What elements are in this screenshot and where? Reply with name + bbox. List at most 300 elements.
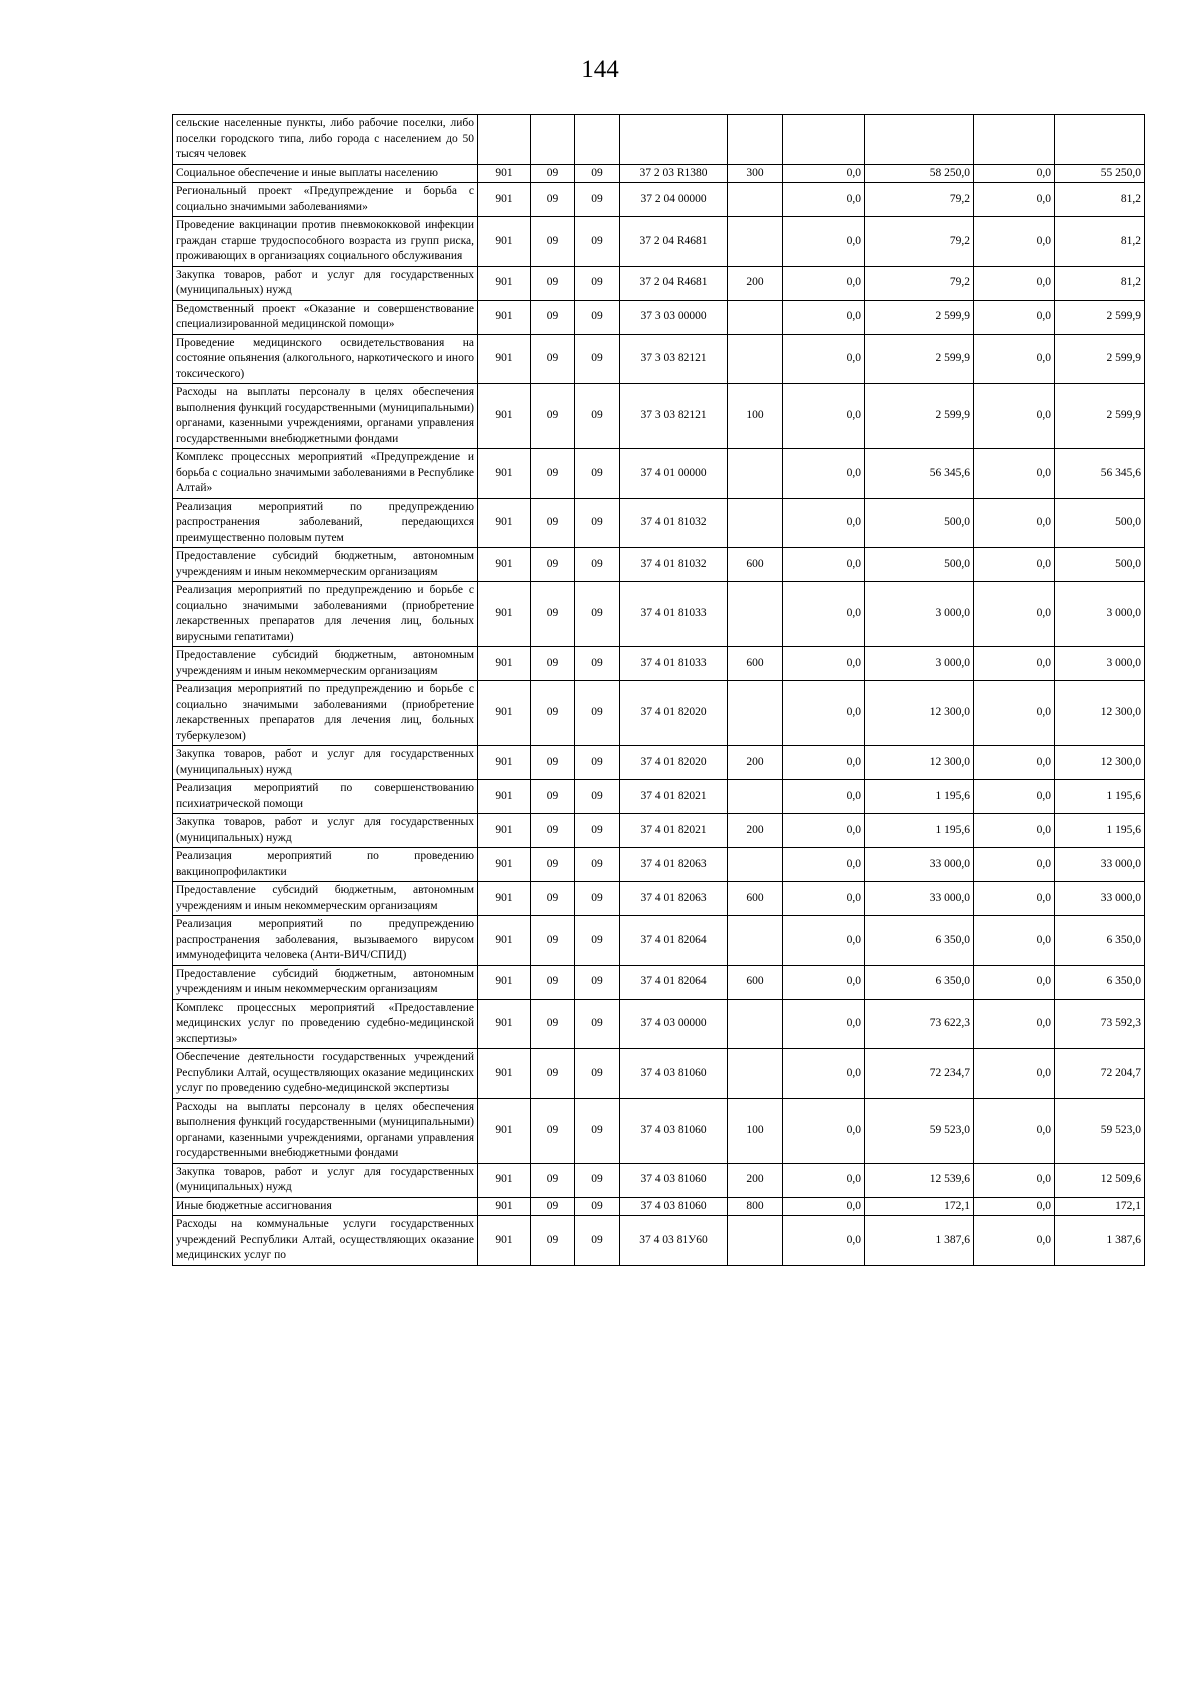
table-row: [173, 681, 1145, 746]
cell-value-3: 0,0: [974, 217, 1055, 267]
cell-target-article: 37 3 03 82121: [620, 384, 728, 449]
cell-expense-type: [728, 999, 783, 1049]
table-row: [173, 582, 1145, 647]
cell-expense-type: [728, 334, 783, 384]
cell-admin-code: 901: [478, 217, 531, 267]
cell-value-2: 79,2: [865, 183, 974, 217]
cell-value-2: 500,0: [865, 498, 974, 548]
cell-section: 09: [531, 882, 575, 916]
cell-admin-code: 901: [478, 498, 531, 548]
cell-section: 09: [531, 999, 575, 1049]
table-row: [173, 300, 1145, 334]
cell-value-1: 0,0: [783, 164, 865, 183]
cell-target-article: 37 4 01 81033: [620, 647, 728, 681]
cell-name: Предоставление субсидий бюджетным, автономным учреждениям и иным некоммерческим организациям: [173, 647, 478, 681]
cell-name: Реализация мероприятий по проведению вакцинопрофилактики: [173, 848, 478, 882]
table-row: [173, 1049, 1145, 1099]
cell-value-3: 0,0: [974, 384, 1055, 449]
cell-value-3: 0,0: [974, 916, 1055, 966]
cell-value-3: 0,0: [974, 848, 1055, 882]
cell-value-4: 33 000,0: [1055, 882, 1145, 916]
cell-value-4: 3 000,0: [1055, 582, 1145, 647]
table-row: [173, 164, 1145, 183]
cell-section: 09: [531, 449, 575, 499]
cell-subsection: 09: [575, 498, 620, 548]
cell-section: 09: [531, 582, 575, 647]
cell-admin-code: 901: [478, 449, 531, 499]
cell-value-4: 6 350,0: [1055, 965, 1145, 999]
cell-subsection: 09: [575, 681, 620, 746]
table-body: [173, 115, 1145, 1266]
cell-value-3: 0,0: [974, 300, 1055, 334]
cell-name: Обеспечение деятельности государственных учреждений Республики Алтай, осуществляющих оказание медицинских услуг по проведению судебно-медицинской экспертизы: [173, 1049, 478, 1099]
cell-value-1: 0,0: [783, 582, 865, 647]
cell-value-1: 0,0: [783, 999, 865, 1049]
cell-name: Предоставление субсидий бюджетным, автономным учреждениям и иным некоммерческим организациям: [173, 548, 478, 582]
cell-name: Реализация мероприятий по предупреждению распространения заболевания, вызываемого вирусом иммунодефицита человека (Анти-ВИЧ/СПИД): [173, 916, 478, 966]
cell-value-1: 0,0: [783, 681, 865, 746]
cell-admin-code: 901: [478, 548, 531, 582]
cell-value-1: 0,0: [783, 334, 865, 384]
table-row: [173, 115, 1145, 165]
cell-target-article: 37 4 01 00000: [620, 449, 728, 499]
cell-expense-type: 600: [728, 965, 783, 999]
cell-value-3: 0,0: [974, 164, 1055, 183]
cell-target-article: 37 4 01 82020: [620, 681, 728, 746]
cell-value-1: 0,0: [783, 449, 865, 499]
table-row: [173, 916, 1145, 966]
cell-section: 09: [531, 384, 575, 449]
cell-value-2: 6 350,0: [865, 965, 974, 999]
cell-section: 09: [531, 548, 575, 582]
cell-section: 09: [531, 334, 575, 384]
cell-expense-type: 200: [728, 814, 783, 848]
cell-expense-type: 800: [728, 1197, 783, 1216]
cell-admin-code: 901: [478, 266, 531, 300]
table-row: [173, 334, 1145, 384]
cell-value-4: 12 300,0: [1055, 746, 1145, 780]
cell-value-3: 0,0: [974, 681, 1055, 746]
cell-section: 09: [531, 848, 575, 882]
cell-value-4: 1 387,6: [1055, 1216, 1145, 1266]
cell-section: 09: [531, 916, 575, 966]
cell-value-2: 1 195,6: [865, 780, 974, 814]
cell-admin-code: 901: [478, 916, 531, 966]
cell-value-2: 56 345,6: [865, 449, 974, 499]
cell-value-4: 3 000,0: [1055, 647, 1145, 681]
cell-target-article: 37 4 03 81060: [620, 1098, 728, 1163]
cell-value-2: 79,2: [865, 217, 974, 267]
cell-name: Реализация мероприятий по предупреждению и борьбе с социально значимыми заболеваниями (приобретение лекарственных препаратов для лечения лиц, больных туберкулезом): [173, 681, 478, 746]
cell-value-3: 0,0: [974, 999, 1055, 1049]
cell-admin-code: [478, 115, 531, 165]
page-number: 144: [581, 56, 619, 83]
cell-name: Реализация мероприятий по предупреждению и борьбе с социально значимыми заболеваниями (приобретение лекарственных препаратов для лечения лиц, больных вирусными гепатитами): [173, 582, 478, 647]
table-row: [173, 1098, 1145, 1163]
cell-section: 09: [531, 498, 575, 548]
cell-expense-type: [728, 1216, 783, 1266]
cell-expense-type: [728, 449, 783, 499]
cell-name: Закупка товаров, работ и услуг для государственных (муниципальных) нужд: [173, 746, 478, 780]
cell-section: 09: [531, 183, 575, 217]
cell-target-article: 37 4 03 81060: [620, 1163, 728, 1197]
cell-value-2: 33 000,0: [865, 882, 974, 916]
cell-section: 09: [531, 266, 575, 300]
cell-value-4: 2 599,9: [1055, 384, 1145, 449]
cell-value-4: 81,2: [1055, 266, 1145, 300]
cell-name: Социальное обеспечение и иные выплаты населению: [173, 164, 478, 183]
cell-value-3: [974, 115, 1055, 165]
cell-subsection: 09: [575, 217, 620, 267]
table-row: [173, 384, 1145, 449]
cell-value-2: 3 000,0: [865, 582, 974, 647]
cell-target-article: [620, 115, 728, 165]
cell-section: 09: [531, 217, 575, 267]
cell-expense-type: [728, 1049, 783, 1099]
cell-value-3: 0,0: [974, 582, 1055, 647]
table-row: [173, 965, 1145, 999]
cell-subsection: 09: [575, 449, 620, 499]
cell-admin-code: 901: [478, 300, 531, 334]
cell-subsection: [575, 115, 620, 165]
cell-admin-code: 901: [478, 647, 531, 681]
cell-value-2: 2 599,9: [865, 384, 974, 449]
cell-value-3: 0,0: [974, 1163, 1055, 1197]
cell-section: 09: [531, 1049, 575, 1099]
cell-name: Проведение вакцинации против пневмококковой инфекции граждан старше трудоспособного возраста из групп риска, проживающих в организациях социального обслуживания: [173, 217, 478, 267]
cell-subsection: 09: [575, 848, 620, 882]
cell-target-article: 37 4 01 81032: [620, 498, 728, 548]
cell-value-1: 0,0: [783, 882, 865, 916]
cell-value-2: 72 234,7: [865, 1049, 974, 1099]
cell-section: [531, 115, 575, 165]
cell-value-3: 0,0: [974, 449, 1055, 499]
cell-value-1: 0,0: [783, 647, 865, 681]
cell-subsection: 09: [575, 746, 620, 780]
table-row: [173, 1163, 1145, 1197]
cell-value-1: 0,0: [783, 548, 865, 582]
table-row: [173, 217, 1145, 267]
cell-section: 09: [531, 300, 575, 334]
cell-value-2: 79,2: [865, 266, 974, 300]
cell-admin-code: 901: [478, 1163, 531, 1197]
budget-table: [172, 114, 1145, 1266]
cell-target-article: 37 4 01 81033: [620, 582, 728, 647]
cell-target-article: 37 4 03 81060: [620, 1197, 728, 1216]
cell-value-2: 59 523,0: [865, 1098, 974, 1163]
cell-value-2: 12 300,0: [865, 681, 974, 746]
cell-admin-code: 901: [478, 882, 531, 916]
cell-expense-type: [728, 498, 783, 548]
cell-value-1: 0,0: [783, 965, 865, 999]
cell-value-2: 1 387,6: [865, 1216, 974, 1266]
cell-expense-type: 100: [728, 1098, 783, 1163]
cell-expense-type: 600: [728, 548, 783, 582]
cell-name: Региональный проект «Предупреждение и борьба с социально значимыми заболеваниями»: [173, 183, 478, 217]
cell-section: 09: [531, 647, 575, 681]
cell-value-4: 73 592,3: [1055, 999, 1145, 1049]
cell-target-article: 37 4 01 82063: [620, 848, 728, 882]
cell-value-3: 0,0: [974, 334, 1055, 384]
cell-value-3: 0,0: [974, 1216, 1055, 1266]
cell-name: Комплекс процессных мероприятий «Предупреждение и борьба с социально значимыми заболеваниями в Республике Алтай»: [173, 449, 478, 499]
table-row: [173, 746, 1145, 780]
cell-name: Ведомственный проект «Оказание и совершенствование специализированной медицинской помощи»: [173, 300, 478, 334]
table-row: [173, 882, 1145, 916]
cell-value-4: 1 195,6: [1055, 814, 1145, 848]
table-row: [173, 266, 1145, 300]
cell-subsection: 09: [575, 266, 620, 300]
cell-expense-type: 200: [728, 746, 783, 780]
cell-value-2: 2 599,9: [865, 300, 974, 334]
cell-name: Расходы на выплаты персоналу в целях обеспечения выполнения функций государственными (муниципальными) органами, казенными учреждениями, органами управления государственными внебюджетными фондами: [173, 384, 478, 449]
cell-value-1: 0,0: [783, 1216, 865, 1266]
cell-target-article: 37 4 01 82021: [620, 780, 728, 814]
cell-value-4: 81,2: [1055, 183, 1145, 217]
cell-section: 09: [531, 965, 575, 999]
cell-subsection: 09: [575, 582, 620, 647]
cell-admin-code: 901: [478, 780, 531, 814]
cell-admin-code: 901: [478, 965, 531, 999]
cell-subsection: 09: [575, 300, 620, 334]
table-row: [173, 780, 1145, 814]
cell-value-4: 33 000,0: [1055, 848, 1145, 882]
cell-target-article: 37 3 03 00000: [620, 300, 728, 334]
table-row: [173, 814, 1145, 848]
table-row: [173, 848, 1145, 882]
cell-value-1: 0,0: [783, 266, 865, 300]
table-row: [173, 999, 1145, 1049]
cell-admin-code: 901: [478, 1049, 531, 1099]
cell-value-4: [1055, 115, 1145, 165]
cell-value-1: [783, 115, 865, 165]
cell-section: 09: [531, 746, 575, 780]
cell-value-1: 0,0: [783, 848, 865, 882]
cell-value-2: 12 539,6: [865, 1163, 974, 1197]
cell-expense-type: [728, 848, 783, 882]
cell-name: Реализация мероприятий по совершенствованию психиатрической помощи: [173, 780, 478, 814]
cell-value-1: 0,0: [783, 746, 865, 780]
cell-subsection: 09: [575, 814, 620, 848]
table-row: [173, 548, 1145, 582]
cell-value-3: 0,0: [974, 647, 1055, 681]
cell-expense-type: 100: [728, 384, 783, 449]
cell-target-article: 37 4 01 82064: [620, 965, 728, 999]
cell-admin-code: 901: [478, 164, 531, 183]
table-row: [173, 498, 1145, 548]
cell-name: Проведение медицинского освидетельствования на состояние опьянения (алкогольного, наркотического и иного токсического): [173, 334, 478, 384]
table-row: [173, 449, 1145, 499]
cell-target-article: 37 4 01 82064: [620, 916, 728, 966]
cell-expense-type: 300: [728, 164, 783, 183]
cell-target-article: 37 2 03 R1380: [620, 164, 728, 183]
cell-value-4: 500,0: [1055, 548, 1145, 582]
cell-value-4: 2 599,9: [1055, 334, 1145, 384]
cell-name: Реализация мероприятий по предупреждению распространения заболеваний, передающихся преимущественно половым путем: [173, 498, 478, 548]
cell-target-article: 37 4 01 82063: [620, 882, 728, 916]
cell-value-2: 1 195,6: [865, 814, 974, 848]
cell-value-3: 0,0: [974, 266, 1055, 300]
cell-value-1: 0,0: [783, 780, 865, 814]
cell-expense-type: [728, 681, 783, 746]
cell-value-1: 0,0: [783, 814, 865, 848]
cell-name: Закупка товаров, работ и услуг для государственных (муниципальных) нужд: [173, 814, 478, 848]
cell-value-3: 0,0: [974, 1098, 1055, 1163]
cell-section: 09: [531, 814, 575, 848]
cell-admin-code: 901: [478, 183, 531, 217]
cell-value-3: 0,0: [974, 498, 1055, 548]
table-row: [173, 183, 1145, 217]
cell-target-article: 37 2 04 R4681: [620, 266, 728, 300]
cell-subsection: 09: [575, 384, 620, 449]
cell-target-article: 37 4 01 81032: [620, 548, 728, 582]
cell-subsection: 09: [575, 916, 620, 966]
cell-value-4: 500,0: [1055, 498, 1145, 548]
cell-expense-type: [728, 916, 783, 966]
cell-name: сельские населенные пункты, либо рабочие поселки, либо поселки городского типа, либо города с населением до 50 тысяч человек: [173, 115, 478, 165]
cell-value-2: 33 000,0: [865, 848, 974, 882]
cell-name: Предоставление субсидий бюджетным, автономным учреждениям и иным некоммерческим организациям: [173, 882, 478, 916]
cell-name: Закупка товаров, работ и услуг для государственных (муниципальных) нужд: [173, 1163, 478, 1197]
cell-subsection: 09: [575, 882, 620, 916]
cell-value-1: 0,0: [783, 1098, 865, 1163]
cell-value-2: 2 599,9: [865, 334, 974, 384]
cell-value-3: 0,0: [974, 746, 1055, 780]
cell-value-2: [865, 115, 974, 165]
cell-subsection: 09: [575, 1216, 620, 1266]
cell-value-4: 56 345,6: [1055, 449, 1145, 499]
cell-expense-type: 600: [728, 882, 783, 916]
cell-value-4: 55 250,0: [1055, 164, 1145, 183]
cell-section: 09: [531, 1197, 575, 1216]
cell-value-2: 58 250,0: [865, 164, 974, 183]
cell-subsection: 09: [575, 647, 620, 681]
cell-expense-type: 200: [728, 1163, 783, 1197]
cell-value-3: 0,0: [974, 965, 1055, 999]
cell-value-1: 0,0: [783, 217, 865, 267]
table-row: [173, 1197, 1145, 1216]
table-row: [173, 647, 1145, 681]
cell-subsection: 09: [575, 1049, 620, 1099]
cell-section: 09: [531, 1098, 575, 1163]
cell-subsection: 09: [575, 780, 620, 814]
cell-expense-type: [728, 183, 783, 217]
cell-value-2: 172,1: [865, 1197, 974, 1216]
cell-expense-type: [728, 115, 783, 165]
cell-value-4: 6 350,0: [1055, 916, 1145, 966]
cell-target-article: 37 3 03 82121: [620, 334, 728, 384]
cell-value-2: 12 300,0: [865, 746, 974, 780]
cell-value-4: 172,1: [1055, 1197, 1145, 1216]
cell-target-article: 37 2 04 00000: [620, 183, 728, 217]
cell-value-4: 72 204,7: [1055, 1049, 1145, 1099]
cell-target-article: 37 4 01 82021: [620, 814, 728, 848]
cell-section: 09: [531, 1163, 575, 1197]
cell-admin-code: 901: [478, 334, 531, 384]
cell-value-3: 0,0: [974, 183, 1055, 217]
cell-expense-type: 600: [728, 647, 783, 681]
cell-subsection: 09: [575, 183, 620, 217]
cell-value-1: 0,0: [783, 300, 865, 334]
cell-section: 09: [531, 1216, 575, 1266]
cell-name: Расходы на коммунальные услуги государственных учреждений Республики Алтай, осуществляющих оказание медицинских услуг по: [173, 1216, 478, 1266]
cell-subsection: 09: [575, 164, 620, 183]
cell-value-2: 500,0: [865, 548, 974, 582]
cell-admin-code: 901: [478, 999, 531, 1049]
cell-admin-code: 901: [478, 582, 531, 647]
cell-name: Комплекс процессных мероприятий «Предоставление медицинских услуг по проведению судебно-медицинской экспертизы»: [173, 999, 478, 1049]
cell-value-4: 12 509,6: [1055, 1163, 1145, 1197]
cell-expense-type: [728, 217, 783, 267]
cell-subsection: 09: [575, 999, 620, 1049]
cell-value-1: 0,0: [783, 1049, 865, 1099]
cell-value-2: 73 622,3: [865, 999, 974, 1049]
cell-admin-code: 901: [478, 746, 531, 780]
cell-value-3: 0,0: [974, 780, 1055, 814]
cell-expense-type: [728, 582, 783, 647]
cell-expense-type: [728, 780, 783, 814]
cell-admin-code: 901: [478, 814, 531, 848]
cell-value-2: 6 350,0: [865, 916, 974, 966]
cell-subsection: 09: [575, 1098, 620, 1163]
cell-subsection: 09: [575, 965, 620, 999]
cell-value-4: 1 195,6: [1055, 780, 1145, 814]
cell-admin-code: 901: [478, 848, 531, 882]
cell-value-1: 0,0: [783, 916, 865, 966]
cell-value-1: 0,0: [783, 1197, 865, 1216]
cell-value-3: 0,0: [974, 882, 1055, 916]
cell-value-1: 0,0: [783, 1163, 865, 1197]
cell-target-article: 37 4 03 00000: [620, 999, 728, 1049]
cell-admin-code: 901: [478, 681, 531, 746]
cell-value-4: 81,2: [1055, 217, 1145, 267]
cell-subsection: 09: [575, 334, 620, 384]
cell-name: Иные бюджетные ассигнования: [173, 1197, 478, 1216]
cell-value-3: 0,0: [974, 548, 1055, 582]
cell-admin-code: 901: [478, 384, 531, 449]
cell-expense-type: [728, 300, 783, 334]
cell-target-article: 37 2 04 R4681: [620, 217, 728, 267]
cell-subsection: 09: [575, 548, 620, 582]
cell-expense-type: 200: [728, 266, 783, 300]
cell-section: 09: [531, 164, 575, 183]
cell-value-1: 0,0: [783, 498, 865, 548]
cell-subsection: 09: [575, 1197, 620, 1216]
cell-target-article: 37 4 03 81060: [620, 1049, 728, 1099]
cell-value-3: 0,0: [974, 814, 1055, 848]
cell-name: Закупка товаров, работ и услуг для государственных (муниципальных) нужд: [173, 266, 478, 300]
cell-admin-code: 901: [478, 1216, 531, 1266]
cell-value-4: 12 300,0: [1055, 681, 1145, 746]
cell-value-1: 0,0: [783, 384, 865, 449]
cell-value-2: 3 000,0: [865, 647, 974, 681]
cell-name: Расходы на выплаты персоналу в целях обеспечения выполнения функций государственными (муниципальными) органами, казенными учреждениями, органами управления государственными внебюджетными фондами: [173, 1098, 478, 1163]
cell-name: Предоставление субсидий бюджетным, автономным учреждениям и иным некоммерческим организациям: [173, 965, 478, 999]
cell-target-article: 37 4 03 81У60: [620, 1216, 728, 1266]
cell-section: 09: [531, 780, 575, 814]
cell-value-3: 0,0: [974, 1197, 1055, 1216]
cell-value-4: 2 599,9: [1055, 300, 1145, 334]
cell-subsection: 09: [575, 1163, 620, 1197]
cell-value-3: 0,0: [974, 1049, 1055, 1099]
cell-section: 09: [531, 681, 575, 746]
cell-value-4: 59 523,0: [1055, 1098, 1145, 1163]
cell-target-article: 37 4 01 82020: [620, 746, 728, 780]
table-row: [173, 1216, 1145, 1266]
cell-value-1: 0,0: [783, 183, 865, 217]
cell-admin-code: 901: [478, 1197, 531, 1216]
cell-admin-code: 901: [478, 1098, 531, 1163]
